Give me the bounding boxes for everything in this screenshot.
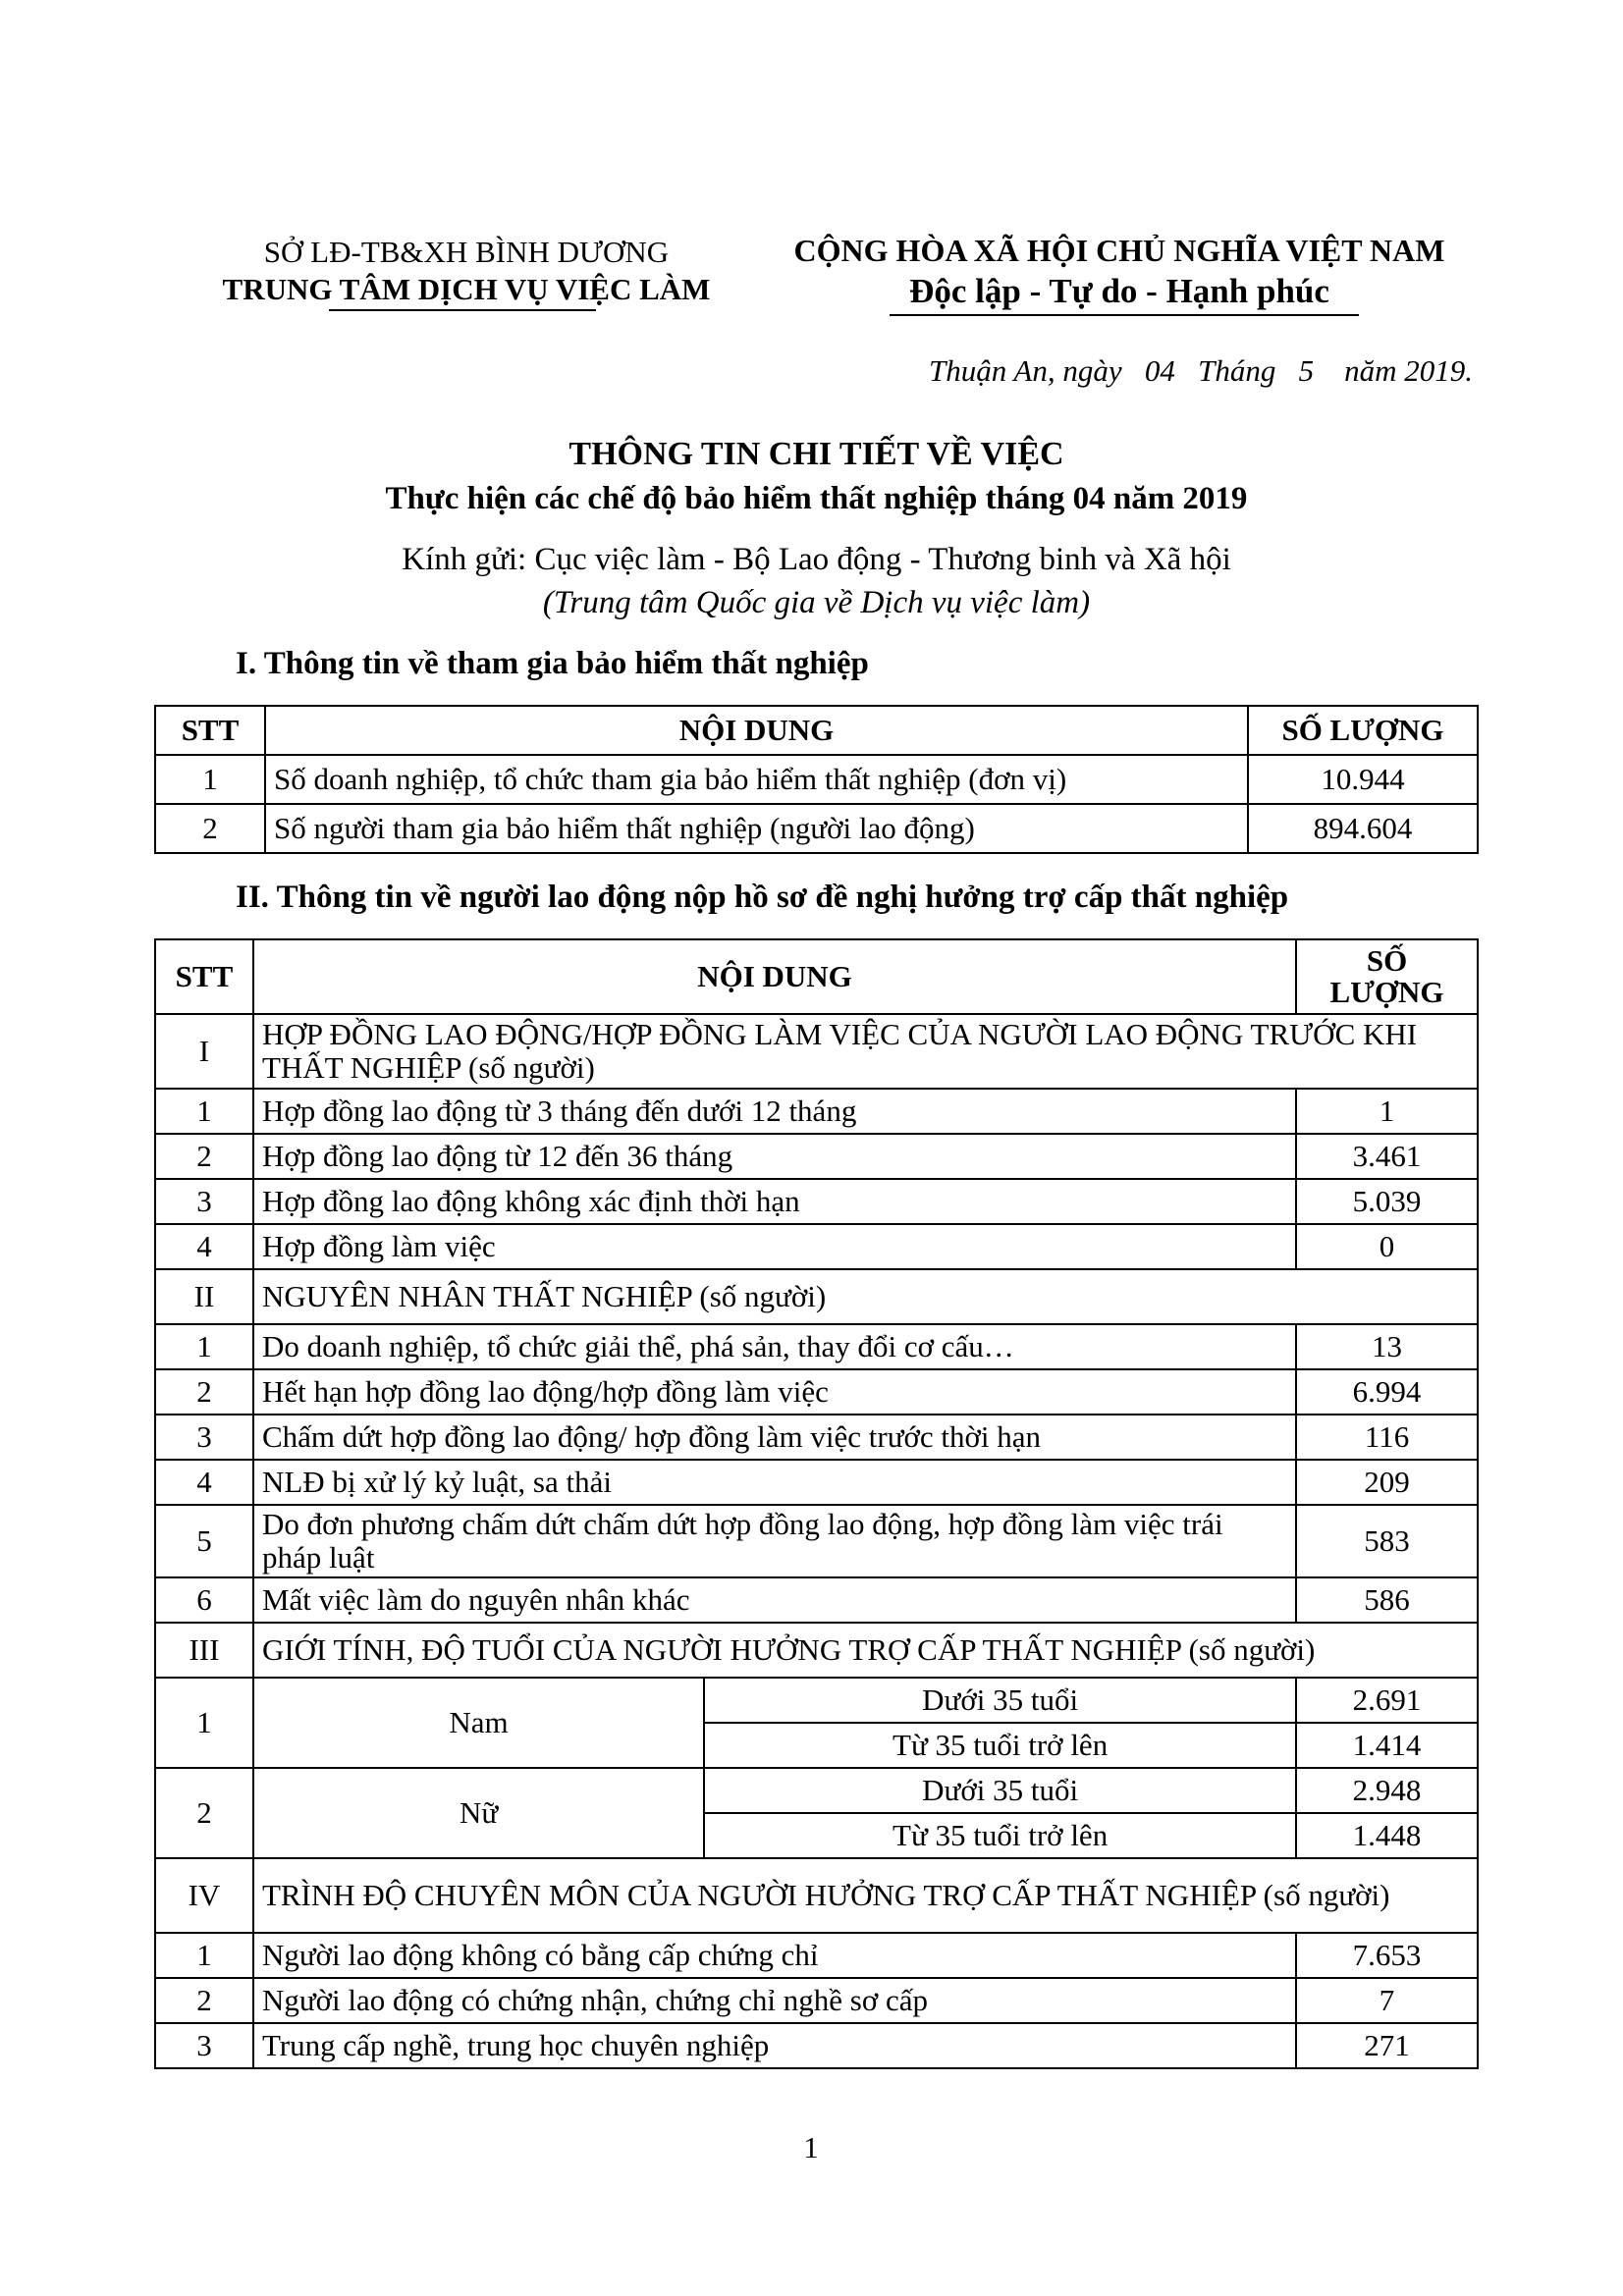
row-stt: 1	[155, 755, 265, 804]
row-content: Do đơn phương chấm dứt chấm dứt hợp đồng lao động, hợp đồng làm việc trái pháp luật	[253, 1505, 1296, 1577]
row-qty: 894.604	[1248, 804, 1478, 853]
col-content: NỘI DUNG	[253, 939, 1296, 1014]
group-row	[155, 1858, 1478, 1933]
org-line2: TRUNG TÂM DỊCH VỤ VIỆC LÀM	[222, 272, 711, 306]
row-content: Hợp đồng lao động từ 3 tháng đến dưới 12 tháng	[253, 1089, 1296, 1134]
section2-heading: II. Thông tin về người lao động nộp hồ sơ đề nghị hưởng trợ cấp thất nghiệp	[236, 880, 1289, 915]
row-qty: 2.691	[1296, 1678, 1478, 1723]
row-qty: 5.039	[1296, 1179, 1478, 1224]
row-stt: 2	[155, 1369, 253, 1415]
group-title: NGUYÊN NHÂN THẤT NGHIỆP (số người)	[253, 1269, 1478, 1324]
table-row	[155, 2023, 1478, 2068]
table-row	[155, 1505, 1478, 1577]
group-title: HỢP ĐỒNG LAO ĐỘNG/HỢP ĐỒNG LÀM VIỆC CỦA NGƯỜI LAO ĐỘNG TRƯỚC KHI THẤT NGHIỆP (số người)	[253, 1014, 1478, 1089]
row-qty: 0	[1296, 1224, 1478, 1269]
row-content: NLĐ bị xử lý kỷ luật, sa thải	[253, 1460, 1296, 1505]
table-row	[155, 755, 1478, 804]
row-content: Trung cấp nghề, trung học chuyên nghiệp	[253, 2023, 1296, 2068]
table-row	[155, 1577, 1478, 1623]
row-stt: 1	[155, 1324, 253, 1369]
col-stt: STT	[155, 706, 265, 755]
table-row	[155, 1369, 1478, 1415]
table-row	[155, 1179, 1478, 1224]
age-label: Từ 35 tuổi trở lên	[704, 1723, 1296, 1768]
table-row	[155, 1324, 1478, 1369]
group-row	[155, 1269, 1478, 1324]
row-qty: 7	[1296, 1978, 1478, 2023]
table-row	[155, 1768, 1478, 1813]
doc-title: THÔNG TIN CHI TIẾT VỀ VIỆC	[568, 436, 1064, 472]
row-qty: 209	[1296, 1460, 1478, 1505]
row-stt: 4	[155, 1460, 253, 1505]
age-label: Dưới 35 tuổi	[704, 1768, 1296, 1813]
row-content: Hợp đồng làm việc	[253, 1224, 1296, 1269]
row-stt: 5	[155, 1505, 253, 1577]
col-qty: SỐ LƯỢNG	[1248, 706, 1478, 755]
group-title: GIỚI TÍNH, ĐỘ TUỔI CỦA NGƯỜI HƯỞNG TRỢ CẤP THẤT NGHIỆP (số người)	[253, 1623, 1478, 1678]
recipient: Kính gửi: Cục việc làm - Bộ Lao động - Thương binh và Xã hội	[402, 542, 1231, 577]
group-stt: III	[155, 1623, 253, 1678]
table-row	[155, 1678, 1478, 1723]
org-line1: SỞ LĐ-TB&XH BÌNH DƯƠNG	[263, 235, 670, 269]
row-stt: 6	[155, 1577, 253, 1623]
row-content: Do doanh nghiệp, tổ chức giải thể, phá sản, thay đổi cơ cấu…	[253, 1324, 1296, 1369]
row-content: Hợp đồng lao động từ 12 đến 36 tháng	[253, 1134, 1296, 1179]
row-content: Hết hạn hợp đồng lao động/hợp đồng làm việc	[253, 1369, 1296, 1415]
row-content: Người lao động có chứng nhận, chứng chỉ nghề sơ cấp	[253, 1978, 1296, 2023]
claims-table	[154, 938, 1479, 2069]
row-content: Số doanh nghiệp, tổ chức tham gia bảo hiểm thất nghiệp (đơn vị)	[265, 755, 1248, 804]
row-qty: 1.414	[1296, 1723, 1478, 1768]
row-qty: 271	[1296, 2023, 1478, 2068]
row-stt: 2	[155, 1768, 253, 1858]
row-qty: 586	[1296, 1577, 1478, 1623]
section1-heading: I. Thông tin về tham gia bảo hiểm thất nghiệp	[236, 646, 869, 681]
date-line: Thuận An, ngày 04 Tháng 5 năm 2019.	[928, 353, 1473, 388]
row-qty: 6.994	[1296, 1369, 1478, 1415]
row-content: Mất việc làm do nguyên nhân khác	[253, 1577, 1296, 1623]
motto-underline	[890, 314, 1359, 316]
row-qty: 13	[1296, 1324, 1478, 1369]
row-stt: 2	[155, 1978, 253, 2023]
row-qty: 10.944	[1248, 755, 1478, 804]
row-qty: 3.461	[1296, 1134, 1478, 1179]
row-qty: 1	[1296, 1089, 1478, 1134]
row-stt: 1	[155, 1678, 253, 1768]
table-row	[155, 1134, 1478, 1179]
row-stt: 1	[155, 1933, 253, 1978]
col-qty	[1296, 939, 1478, 1014]
table-row	[155, 1089, 1478, 1134]
col-content: NỘI DUNG	[265, 706, 1248, 755]
row-content: Số người tham gia bảo hiểm thất nghiệp (người lao động)	[265, 804, 1248, 853]
org-header	[177, 234, 756, 308]
group-stt: IV	[155, 1858, 253, 1933]
group-stt: I	[155, 1014, 253, 1089]
row-stt: 4	[155, 1224, 253, 1269]
table-header-row	[155, 706, 1478, 755]
gender-label: Nữ	[253, 1768, 704, 1858]
group-row	[155, 1623, 1478, 1678]
group-row	[155, 1014, 1478, 1089]
page-number: 1	[803, 2130, 819, 2164]
row-stt: 2	[155, 804, 265, 853]
age-label: Dưới 35 tuổi	[704, 1678, 1296, 1723]
row-qty: 583	[1296, 1505, 1478, 1577]
row-stt: 3	[155, 1179, 253, 1224]
row-qty: 1.448	[1296, 1813, 1478, 1858]
table-row	[155, 1415, 1478, 1460]
gender-label: Nam	[253, 1678, 704, 1768]
table-row	[155, 1224, 1478, 1269]
row-qty: 2.948	[1296, 1768, 1478, 1813]
org-underline	[329, 309, 596, 311]
col-qty-line1: SỐ	[1366, 943, 1408, 978]
table-row	[155, 1460, 1478, 1505]
row-qty: 7.653	[1296, 1933, 1478, 1978]
recipient-note: (Trung tâm Quốc gia về Dịch vụ việc làm)	[542, 585, 1091, 620]
participation-table	[154, 705, 1479, 854]
row-stt: 1	[155, 1089, 253, 1134]
nation-line1: CỘNG HÒA XÃ HỘI CHỦ NGHĨA VIỆT NAM	[793, 233, 1445, 268]
row-qty: 116	[1296, 1415, 1478, 1460]
col-qty-line2: LƯỢNG	[1329, 975, 1444, 1009]
row-stt: 3	[155, 1415, 253, 1460]
table-row	[155, 1978, 1478, 2023]
row-content: Người lao động không có bằng cấp chứng chỉ	[253, 1933, 1296, 1978]
age-label: Từ 35 tuổi trở lên	[704, 1813, 1296, 1858]
nation-header	[776, 232, 1463, 310]
table-row	[155, 804, 1478, 853]
table-row	[155, 1933, 1478, 1978]
row-stt: 2	[155, 1134, 253, 1179]
group-title: TRÌNH ĐỘ CHUYÊN MÔN CỦA NGƯỜI HƯỞNG TRỢ CẤP THẤT NGHIỆP (số người)	[253, 1858, 1478, 1933]
group-stt: II	[155, 1269, 253, 1324]
table-header-row	[155, 939, 1478, 1014]
nation-line2: Độc lập - Tự do - Hạnh phúc	[909, 272, 1329, 310]
col-stt: STT	[155, 939, 253, 1014]
row-stt: 3	[155, 2023, 253, 2068]
row-content: Hợp đồng lao động không xác định thời hạn	[253, 1179, 1296, 1224]
row-content: Chấm dứt hợp đồng lao động/ hợp đồng làm việc trước thời hạn	[253, 1415, 1296, 1460]
doc-subtitle: Thực hiện các chế độ bảo hiểm thất nghiệp tháng 04 năm 2019	[385, 481, 1248, 516]
